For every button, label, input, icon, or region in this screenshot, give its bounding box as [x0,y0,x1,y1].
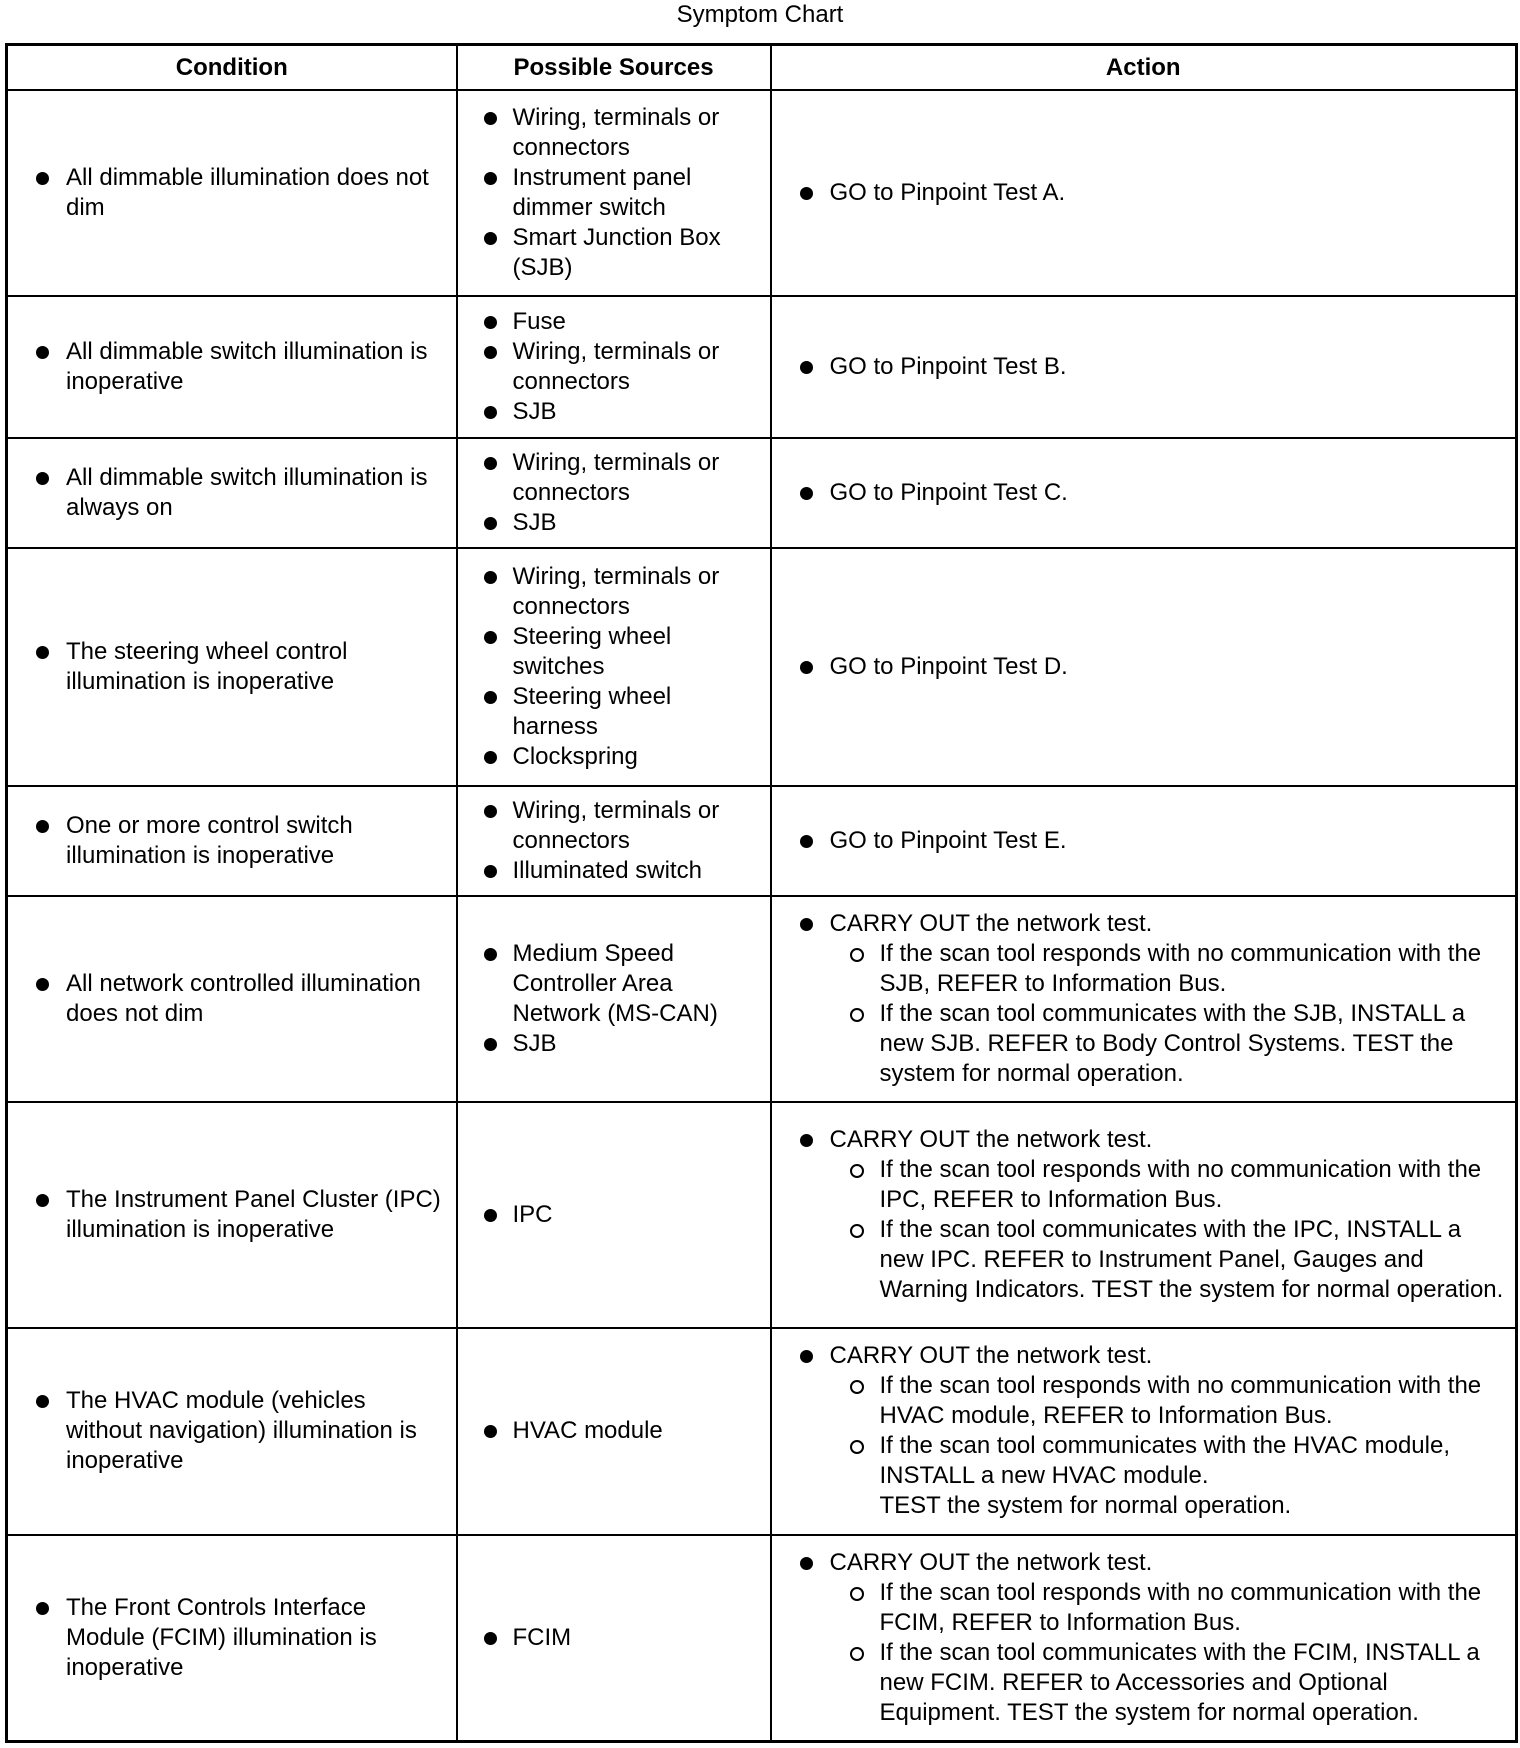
source-item: Wiring, terminals or connectors [458,562,762,622]
action-text: GO to Pinpoint Test A. [829,179,1066,207]
header-condition: Condition [7,45,457,91]
table-row [7,296,1517,438]
action-sub-item [830,1638,1508,1728]
action-list [772,178,1508,208]
action-text: CARRY OUT the network test. [829,910,1153,938]
action-cell [771,90,1517,296]
action-sub-item [830,1215,1508,1305]
action-cell [771,786,1517,896]
source-item: Fuse [458,307,762,337]
possible-sources-cell [457,296,771,438]
condition-list [8,637,448,697]
action-sub-text: If the scan tool communicates with the IPC, INSTALL a new IPC. REFER to Instrument Panel, Gauges and Warning Indicators. TEST the system for normal operation. [879,1216,1504,1304]
condition-list [8,1185,448,1245]
action-list [772,909,1508,1089]
action-cell [771,1328,1517,1534]
action-sub-item [830,999,1508,1089]
action-sub-item [830,939,1508,999]
sources-list [458,1623,762,1653]
action-list [772,1341,1508,1521]
condition-text: All network controlled illumination does not dim [8,969,448,1029]
chart-caption: Symptom Chart [676,1,844,28]
source-item: SJB [458,1029,762,1059]
table-row [7,1535,1517,1742]
sources-list [458,562,762,772]
sources-list [458,1200,762,1230]
possible-sources-cell [457,896,771,1102]
table-row [7,548,1517,787]
possible-sources-cell [457,1535,771,1742]
source-item: Wiring, terminals or connectors [458,103,762,163]
possible-sources-cell [457,90,771,296]
action-sub-list [830,939,1508,1089]
action-item [772,352,1508,382]
condition-text: The Instrument Panel Cluster (IPC) illumination is inoperative [8,1185,448,1245]
action-text: CARRY OUT the network test. [829,1126,1153,1154]
possible-sources-cell [457,548,771,787]
action-sub-text: If the scan tool responds with no communication with the IPC, REFER to Information Bus. [879,1156,1482,1214]
action-sub-list [830,1155,1508,1305]
condition-cell [7,786,457,896]
action-sub-text: If the scan tool communicates with the FCIM, INSTALL a new FCIM. REFER to Accessories and Optional Equipment. TEST the system for normal operation. [879,1638,1480,1726]
condition-cell [7,1535,457,1742]
action-text: GO to Pinpoint Test E. [829,827,1067,855]
action-sub-tail: TEST the system for normal operation. [879,1492,1292,1520]
action-cell [771,438,1517,548]
source-item: Illuminated switch [458,856,762,886]
action-text: CARRY OUT the network test. [829,1342,1153,1370]
sources-list [458,307,762,427]
condition-list [8,337,448,397]
table-row [7,1102,1517,1328]
action-item [772,178,1508,208]
condition-cell [7,1102,457,1328]
possible-sources-cell [457,786,771,896]
action-cell [771,1102,1517,1328]
condition-list [8,1593,448,1683]
possible-sources-cell [457,438,771,548]
table-row [7,90,1517,296]
source-item: Smart Junction Box (SJB) [458,223,762,283]
action-sub-item [830,1578,1508,1638]
condition-text: All dimmable illumination does not dim [8,163,448,223]
table-row [7,438,1517,548]
source-item: Wiring, terminals or connectors [458,337,762,397]
source-item: FCIM [458,1623,762,1653]
condition-text: The HVAC module (vehicles without navigation) illumination is inoperative [8,1386,448,1476]
action-sub-text: If the scan tool communicates with the SJB, INSTALL a new SJB. REFER to Body Control Systems. TEST the system for normal operation. [879,1000,1466,1088]
source-item: HVAC module [458,1416,762,1446]
action-sub-text: If the scan tool responds with no communication with the SJB, REFER to Information Bus. [879,940,1482,998]
header-possible-sources: Possible Sources [457,45,771,91]
source-item: IPC [458,1200,762,1230]
action-list [772,652,1508,682]
action-cell [771,896,1517,1102]
sources-list [458,448,762,538]
action-cell [771,1535,1517,1742]
action-item [772,1548,1508,1728]
action-sub-item [830,1155,1508,1215]
table-row [7,896,1517,1102]
possible-sources-cell [457,1102,771,1328]
source-item: Clockspring [458,742,762,772]
condition-list [8,463,448,523]
table-row [7,1328,1517,1534]
condition-list [8,969,448,1029]
condition-text: The Front Controls Interface Module (FCIM) illumination is inoperative [8,1593,448,1683]
action-sub-list [830,1371,1508,1521]
condition-text: The steering wheel control illumination is inoperative [8,637,448,697]
source-item: Wiring, terminals or connectors [458,448,762,508]
action-list [772,1548,1508,1728]
action-list [772,1125,1508,1305]
header-row [7,45,1517,91]
condition-text: All dimmable switch illumination is always on [8,463,448,523]
action-sub-list [830,1578,1508,1728]
source-item: Instrument panel dimmer switch [458,163,762,223]
symptom-chart-table [5,43,1518,1743]
condition-list [8,1386,448,1476]
action-text: GO to Pinpoint Test B. [829,353,1067,381]
symptom-rows [7,90,1517,1742]
action-item [772,1341,1508,1521]
action-item [772,1125,1508,1305]
sources-list [458,1416,762,1446]
condition-list [8,163,448,223]
action-text: CARRY OUT the network test. [829,1548,1153,1576]
action-item [772,652,1508,682]
table-row [7,786,1517,896]
condition-cell [7,548,457,787]
condition-cell [7,438,457,548]
source-item: SJB [458,397,762,427]
action-list [772,352,1508,382]
condition-text: One or more control switch illumination is inoperative [8,811,448,871]
action-cell [771,296,1517,438]
condition-cell [7,296,457,438]
condition-list [8,811,448,871]
action-sub-text: If the scan tool responds with no communication with the FCIM, REFER to Information Bus. [879,1578,1482,1636]
action-item [772,826,1508,856]
action-cell [771,548,1517,787]
sources-list [458,103,762,283]
condition-cell [7,90,457,296]
condition-cell [7,896,457,1102]
sources-list [458,796,762,886]
condition-text: All dimmable switch illumination is inoperative [8,337,448,397]
action-sub-text: If the scan tool communicates with the HVAC module, INSTALL a new HVAC module. [879,1432,1450,1490]
source-item: Steering wheel switches [458,622,762,682]
action-sub-item [830,1371,1508,1431]
source-item: Medium Speed Controller Area Network (MS-CAN) [458,939,762,1029]
action-text: GO to Pinpoint Test C. [829,479,1068,507]
source-item: Steering wheel harness [458,682,762,742]
action-item [772,909,1508,1089]
action-list [772,826,1508,856]
possible-sources-cell [457,1328,771,1534]
condition-cell [7,1328,457,1534]
action-sub-item [830,1431,1508,1521]
header-action: Action [771,45,1517,91]
action-list [772,478,1508,508]
source-item: Wiring, terminals or connectors [458,796,762,856]
sources-list [458,939,762,1059]
action-sub-text: If the scan tool responds with no communication with the HVAC module, REFER to Information Bus. [879,1372,1482,1430]
source-item: SJB [458,508,762,538]
action-text: GO to Pinpoint Test D. [829,653,1068,681]
action-item [772,478,1508,508]
